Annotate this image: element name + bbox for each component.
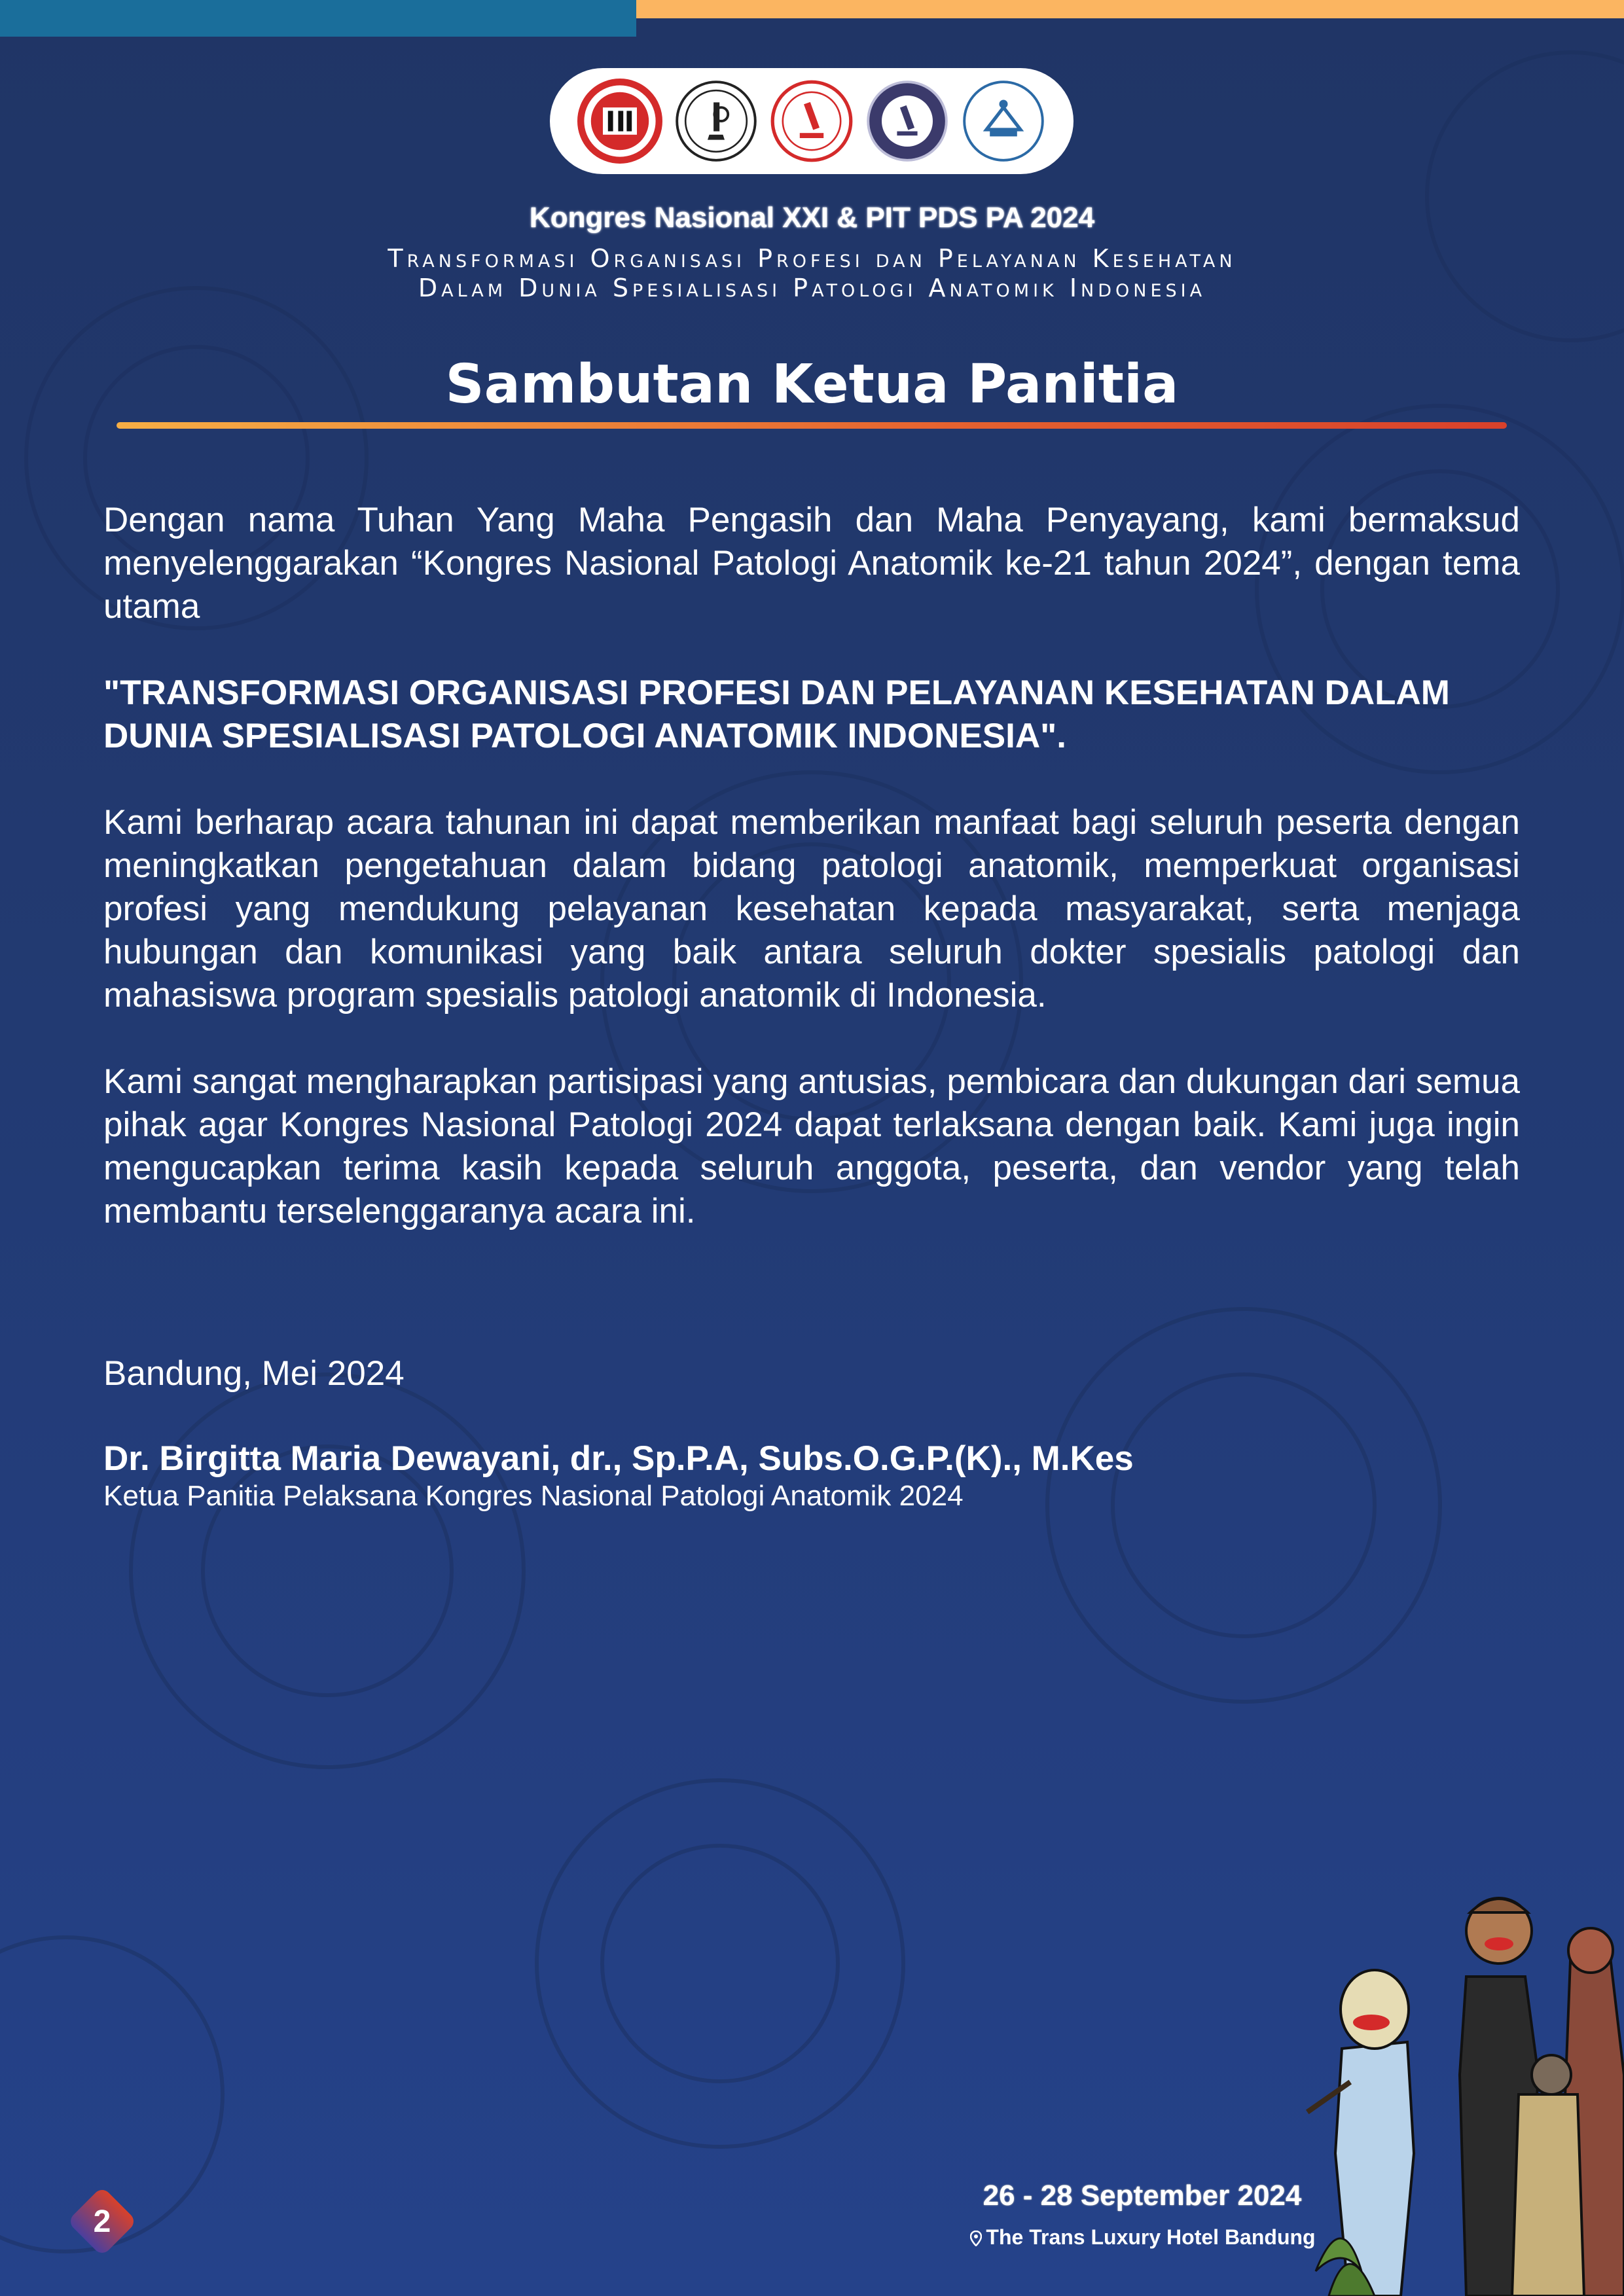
idi-logo — [577, 79, 662, 164]
venue — [960, 2225, 1326, 2250]
signer-name: Dr. Birgitta Maria Dewayani, dr., Sp.P.A, Subs.O.G.P.(K)., M.Kes — [103, 1439, 1134, 1478]
indonesian-division-logo — [769, 79, 854, 164]
heading-divider — [117, 422, 1507, 429]
closing-paragraph: Kami sangat mengharapkan partisipasi yang antusias, pembicara dan dukungan dari semua pihak agar Kongres Nasional Patologi 2024 dapat terlaksana dengan baik. Kami juga ingin mengucapkan terima kasih kepada seluruh anggota, peserta, dan vendor yang telah membantu terselenggaranya acara ini. — [103, 1062, 1520, 1230]
pds-pa-logo — [674, 79, 759, 164]
top-bar-blue — [0, 0, 636, 37]
congress-title: Kongres Nasional XXI & PIT PDS PA 2024 — [529, 202, 1095, 234]
signer-role: Ketua Panitia Pelaksana Kongres Nasional Patologi Anatomik 2024 — [103, 1480, 964, 1512]
theme-line-1: Transformasi Organisasi Profesi dan Pelayanan Kesehatan — [388, 244, 1236, 273]
venue-name: The Trans Luxury Hotel Bandung — [986, 2225, 1316, 2249]
iap-logo — [865, 79, 950, 164]
logo-strip — [550, 68, 1074, 174]
theme-quote: "TRANSFORMASI ORGANISASI PROFESI DAN PELAYANAN KESEHATAN DALAM DUNIA SPESIALISASI PATOLOGI ANATOMIK INDONESIA". — [103, 673, 1450, 755]
konas-pdspa-logo — [961, 79, 1046, 164]
theme-line-2: Dalam Dunia Spesialisasi Patologi Anatomik Indonesia — [418, 274, 1206, 302]
location-pin-icon — [970, 2231, 982, 2246]
hope-paragraph: Kami berharap acara tahunan ini dapat memberikan manfaat bagi seluruh peserta dengan meningkatkan pengetahuan dalam bidang patologi anatomik, memperkuat organisasi profesi yang mendukung pelayanan kesehatan kepada masyarakat, serta menjaga hubungan dan komunikasi yang baik antara seluruh dokter spesialis patologi dan mahasiswa program spesialis patologi anatomik di Indonesia. — [103, 803, 1520, 1014]
letter-body — [103, 499, 1520, 1233]
event-date: 26 - 28 September 2024 — [983, 2179, 1302, 2212]
top-bar-orange — [636, 0, 1624, 18]
section-heading: Sambutan Ketua Panitia — [445, 353, 1179, 416]
wayang-puppets-illustration — [1303, 1878, 1624, 2296]
opening-paragraph: Dengan nama Tuhan Yang Maha Pengasih dan Maha Penyayang, kami bermaksud menyelenggarakan “Kongres Nasional Patologi Anatomik ke-21 tahun 2024”, dengan tema utama — [103, 501, 1520, 626]
place-date: Bandung, Mei 2024 — [103, 1354, 405, 1393]
page-number: 2 — [93, 2204, 111, 2239]
